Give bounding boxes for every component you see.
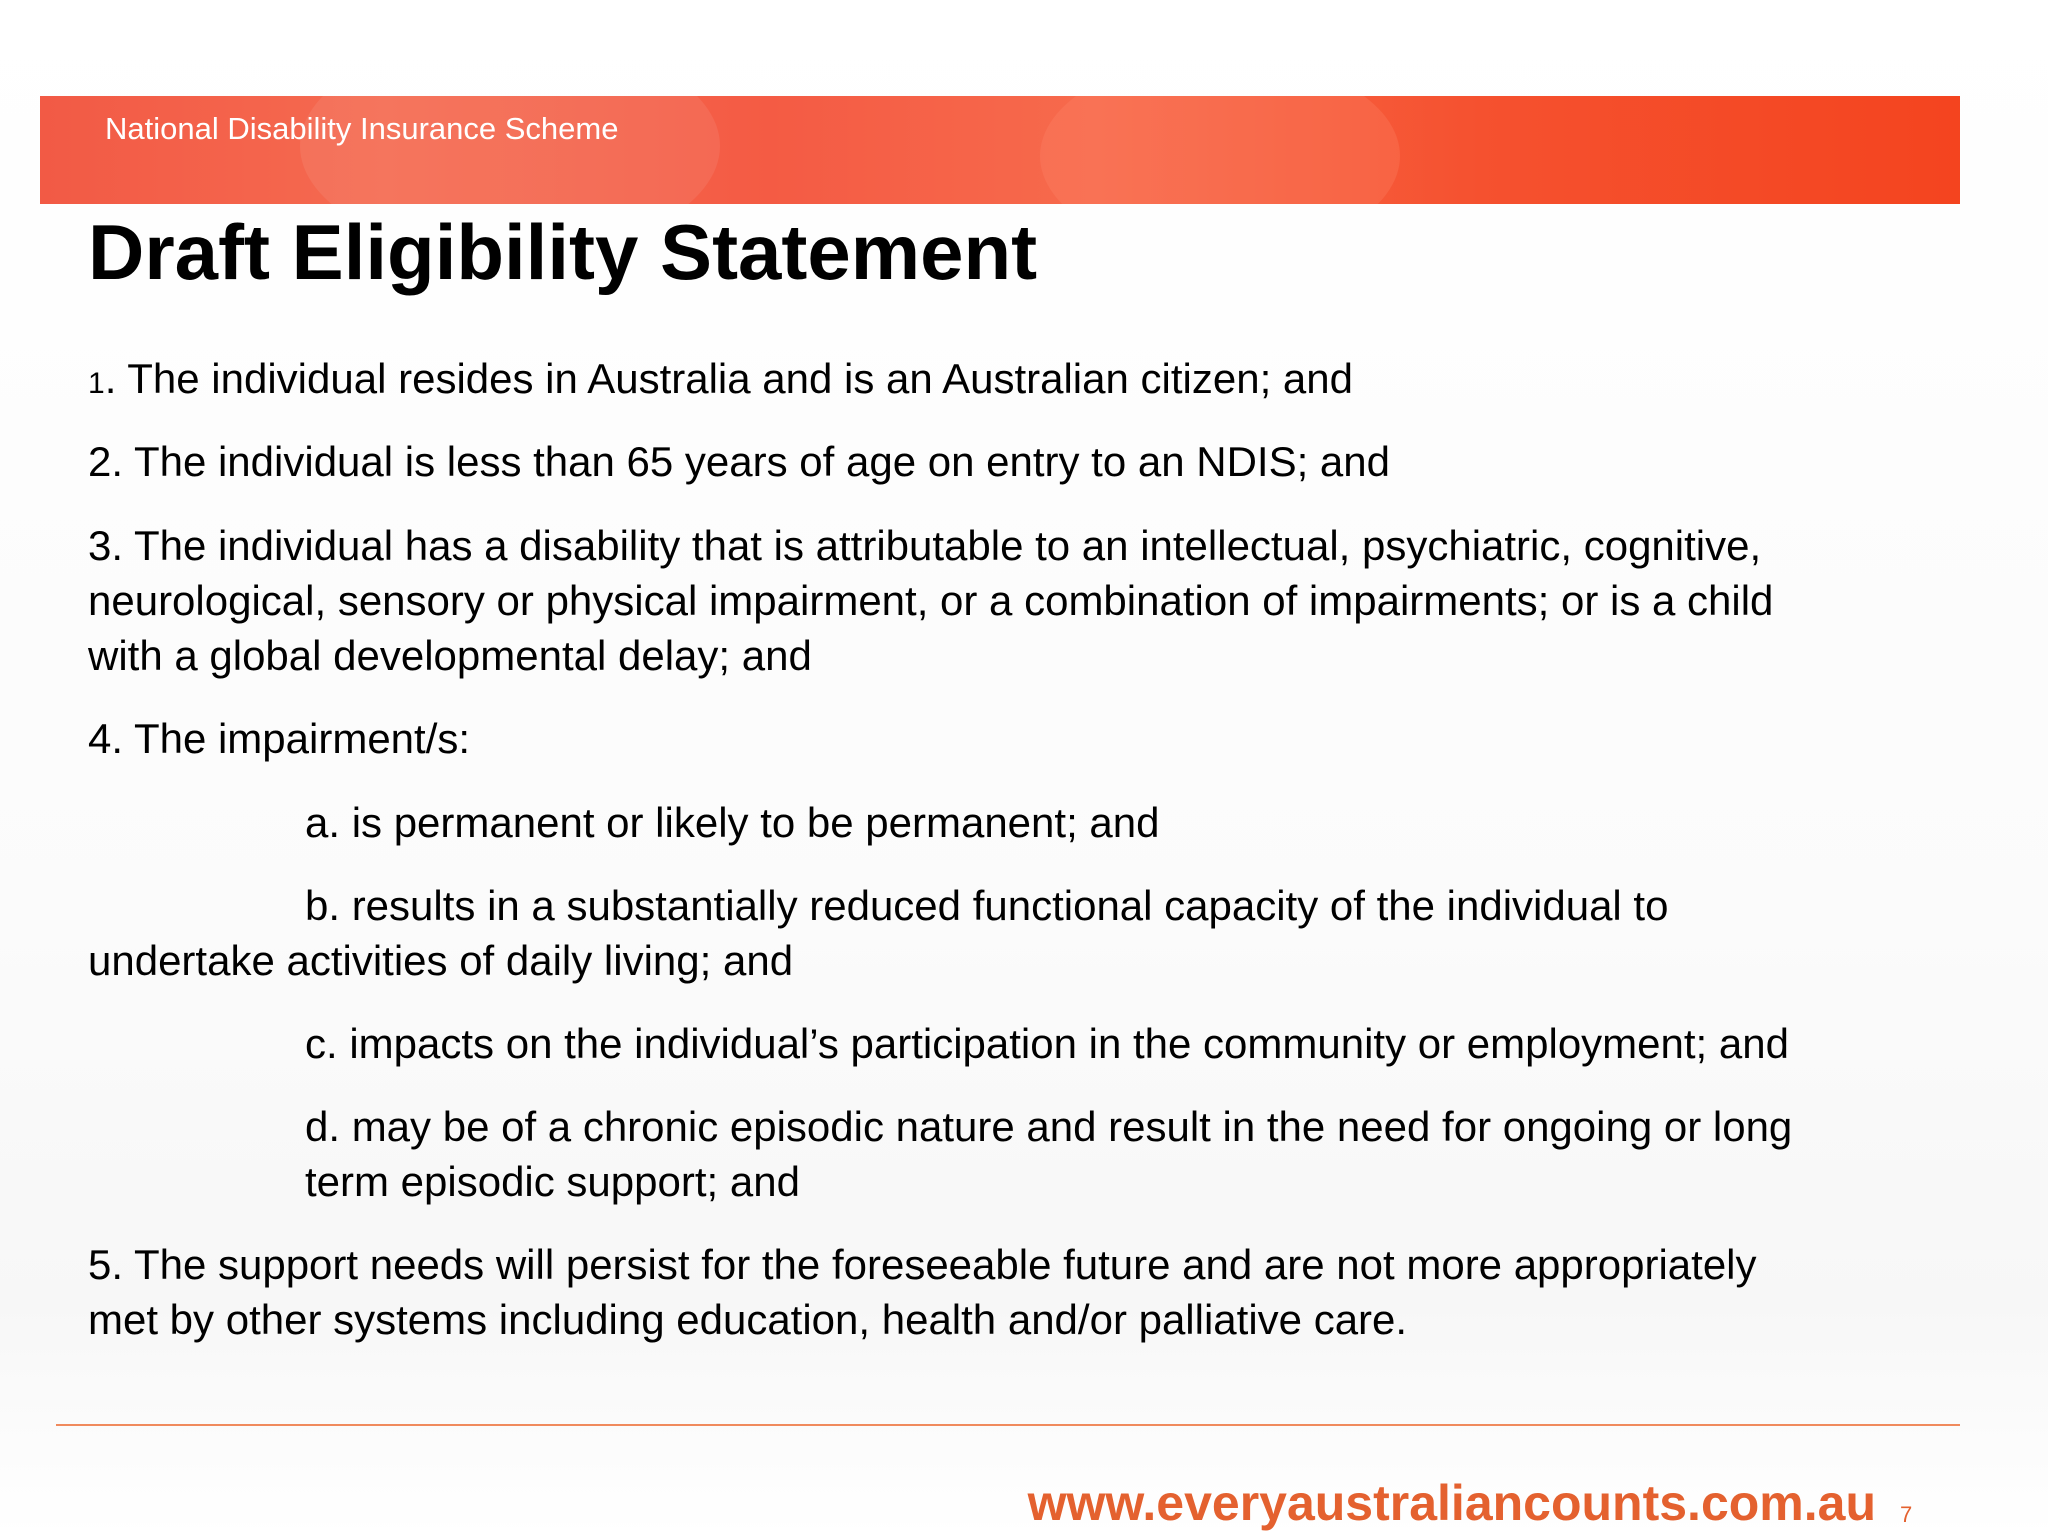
- list-item-1: [88, 351, 1353, 411]
- list-item-1-number: 1: [88, 367, 105, 400]
- sub-item-b-line-2: undertake activities of daily living; and: [88, 937, 794, 984]
- list-item-3-line-3: with a global developmental delay; and: [88, 632, 812, 679]
- list-item-3-line-1: 3. The individual has a disability that is attributable to an intellectual, psychiatric, cognitive,: [88, 522, 1762, 569]
- sub-item-b-line-1: b. results in a substantially reduced functional capacity of the individual to: [305, 882, 1669, 929]
- list-item-4: 4. The impairment/s:: [88, 715, 471, 762]
- list-item-5-line-1: 5. The support needs will persist for the foreseeable future and are not more appropriately: [88, 1241, 1757, 1288]
- sub-item-d-line-2: term episodic support; and: [305, 1158, 800, 1205]
- sub-item-a: a. is permanent or likely to be permanent; and: [305, 799, 1160, 846]
- footer-divider: [56, 1424, 1960, 1426]
- footer-url: www.everyaustraliancounts.com.au: [1027, 1475, 1876, 1531]
- list-item-3-line-2: neurological, sensory or physical impairment, or a combination of impairments; or is a child: [88, 577, 1774, 624]
- header-band: [40, 96, 1960, 204]
- page-number: 7: [1900, 1502, 1913, 1527]
- sub-item-d-line-1: d. may be of a chronic episodic nature and result in the need for ongoing or long: [305, 1103, 1793, 1150]
- list-item-5-line-2: met by other systems including education, health and/or palliative care.: [88, 1296, 1408, 1343]
- list-item-1-text: . The individual resides in Australia and is an Australian citizen; and: [104, 355, 1353, 402]
- page-title: Draft Eligibility Statement: [88, 208, 1038, 296]
- sub-item-c: c. impacts on the individual’s participation in the community or employment; and: [305, 1020, 1789, 1067]
- header-band-text: National Disability Insurance Scheme: [105, 111, 619, 146]
- list-item-2: 2. The individual is less than 65 years of age on entry to an NDIS; and: [88, 438, 1390, 485]
